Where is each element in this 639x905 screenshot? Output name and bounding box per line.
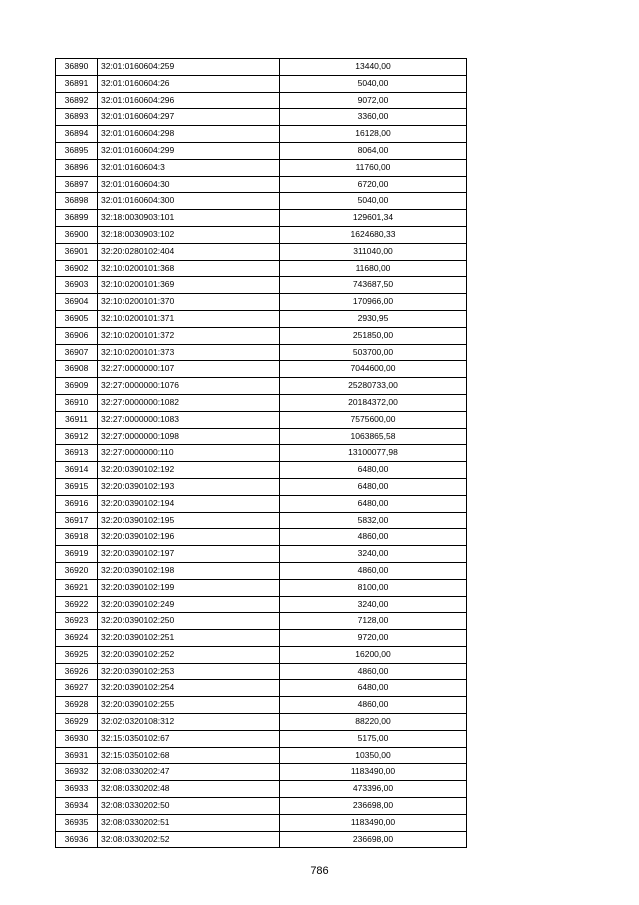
row-number-cell: 36906 bbox=[56, 327, 98, 344]
table-row bbox=[56, 814, 467, 831]
table-row bbox=[56, 798, 467, 815]
table-row bbox=[56, 226, 467, 243]
row-number-cell: 36935 bbox=[56, 814, 98, 831]
table-row bbox=[56, 663, 467, 680]
cadastral-number-cell: 32:20:0390102:196 bbox=[98, 529, 280, 546]
value-cell: 236698,00 bbox=[280, 798, 467, 815]
cadastral-number-cell: 32:08:0330202:50 bbox=[98, 798, 280, 815]
cadastral-number-cell: 32:10:0200101:368 bbox=[98, 260, 280, 277]
cadastral-number-cell: 32:20:0390102:199 bbox=[98, 579, 280, 596]
cadastral-number-cell: 32:20:0390102:255 bbox=[98, 697, 280, 714]
table-row bbox=[56, 747, 467, 764]
cadastral-number-cell: 32:20:0390102:250 bbox=[98, 613, 280, 630]
value-cell: 9072,00 bbox=[280, 92, 467, 109]
row-number-cell: 36933 bbox=[56, 781, 98, 798]
table-row bbox=[56, 697, 467, 714]
cadastral-number-cell: 32:20:0390102:195 bbox=[98, 512, 280, 529]
value-cell: 88220,00 bbox=[280, 714, 467, 731]
page-number: 786 bbox=[310, 865, 329, 877]
cadastral-number-cell: 32:27:0000000:1082 bbox=[98, 394, 280, 411]
row-number-cell: 36913 bbox=[56, 445, 98, 462]
row-number-cell: 36918 bbox=[56, 529, 98, 546]
value-cell: 20184372,00 bbox=[280, 394, 467, 411]
cadastral-number-cell: 32:18:0030903:102 bbox=[98, 226, 280, 243]
cadastral-number-cell: 32:27:0000000:1076 bbox=[98, 378, 280, 395]
table-row bbox=[56, 159, 467, 176]
cadastral-number-cell: 32:27:0000000:107 bbox=[98, 361, 280, 378]
row-number-cell: 36914 bbox=[56, 462, 98, 479]
row-number-cell: 36932 bbox=[56, 764, 98, 781]
value-cell: 129601,34 bbox=[280, 210, 467, 227]
row-number-cell: 36897 bbox=[56, 176, 98, 193]
value-cell: 236698,00 bbox=[280, 831, 467, 848]
table-row bbox=[56, 142, 467, 159]
value-cell: 2930,95 bbox=[280, 310, 467, 327]
table-row bbox=[56, 613, 467, 630]
value-cell: 3240,00 bbox=[280, 596, 467, 613]
value-cell: 16200,00 bbox=[280, 646, 467, 663]
table-row bbox=[56, 529, 467, 546]
cadastral-number-cell: 32:10:0200101:371 bbox=[98, 310, 280, 327]
cadastral-number-cell: 32:08:0330202:47 bbox=[98, 764, 280, 781]
value-cell: 6480,00 bbox=[280, 462, 467, 479]
cadastral-number-cell: 32:10:0200101:373 bbox=[98, 344, 280, 361]
value-cell: 9720,00 bbox=[280, 630, 467, 647]
cadastral-number-cell: 32:08:0330202:51 bbox=[98, 814, 280, 831]
table-row bbox=[56, 462, 467, 479]
value-cell: 11760,00 bbox=[280, 159, 467, 176]
table-row bbox=[56, 126, 467, 143]
value-cell: 8064,00 bbox=[280, 142, 467, 159]
row-number-cell: 36915 bbox=[56, 478, 98, 495]
value-cell: 5040,00 bbox=[280, 75, 467, 92]
row-number-cell: 36931 bbox=[56, 747, 98, 764]
value-cell: 503700,00 bbox=[280, 344, 467, 361]
cadastral-number-cell: 32:20:0390102:249 bbox=[98, 596, 280, 613]
value-cell: 7575600,00 bbox=[280, 411, 467, 428]
cadastral-number-cell: 32:20:0390102:198 bbox=[98, 562, 280, 579]
cadastral-number-cell: 32:08:0330202:52 bbox=[98, 831, 280, 848]
row-number-cell: 36920 bbox=[56, 562, 98, 579]
row-number-cell: 36890 bbox=[56, 59, 98, 76]
table-row bbox=[56, 310, 467, 327]
row-number-cell: 36891 bbox=[56, 75, 98, 92]
value-cell: 13440,00 bbox=[280, 59, 467, 76]
row-number-cell: 36899 bbox=[56, 210, 98, 227]
cadastral-number-cell: 32:20:0390102:253 bbox=[98, 663, 280, 680]
value-cell: 10350,00 bbox=[280, 747, 467, 764]
cadastral-number-cell: 32:20:0390102:252 bbox=[98, 646, 280, 663]
value-cell: 251850,00 bbox=[280, 327, 467, 344]
cadastral-number-cell: 32:01:0160604:26 bbox=[98, 75, 280, 92]
row-number-cell: 36930 bbox=[56, 730, 98, 747]
table-row bbox=[56, 596, 467, 613]
table-row bbox=[56, 630, 467, 647]
value-cell: 7044600,00 bbox=[280, 361, 467, 378]
cadastral-number-cell: 32:01:0160604:300 bbox=[98, 193, 280, 210]
row-number-cell: 36901 bbox=[56, 243, 98, 260]
table-row bbox=[56, 764, 467, 781]
row-number-cell: 36894 bbox=[56, 126, 98, 143]
row-number-cell: 36892 bbox=[56, 92, 98, 109]
registry-table bbox=[55, 58, 467, 848]
table-row bbox=[56, 394, 467, 411]
value-cell: 6480,00 bbox=[280, 680, 467, 697]
table-row bbox=[56, 579, 467, 596]
table-row bbox=[56, 243, 467, 260]
cadastral-number-cell: 32:01:0160604:3 bbox=[98, 159, 280, 176]
cadastral-number-cell: 32:20:0390102:254 bbox=[98, 680, 280, 697]
row-number-cell: 36924 bbox=[56, 630, 98, 647]
cadastral-number-cell: 32:20:0390102:194 bbox=[98, 495, 280, 512]
cadastral-number-cell: 32:01:0160604:259 bbox=[98, 59, 280, 76]
row-number-cell: 36928 bbox=[56, 697, 98, 714]
cadastral-number-cell: 32:01:0160604:296 bbox=[98, 92, 280, 109]
table-row bbox=[56, 176, 467, 193]
value-cell: 8100,00 bbox=[280, 579, 467, 596]
row-number-cell: 36909 bbox=[56, 378, 98, 395]
cadastral-number-cell: 32:20:0280102:404 bbox=[98, 243, 280, 260]
cadastral-number-cell: 32:27:0000000:1098 bbox=[98, 428, 280, 445]
table-row bbox=[56, 193, 467, 210]
row-number-cell: 36919 bbox=[56, 546, 98, 563]
row-number-cell: 36893 bbox=[56, 109, 98, 126]
table-row bbox=[56, 730, 467, 747]
row-number-cell: 36910 bbox=[56, 394, 98, 411]
value-cell: 4860,00 bbox=[280, 562, 467, 579]
value-cell: 3240,00 bbox=[280, 546, 467, 563]
row-number-cell: 36908 bbox=[56, 361, 98, 378]
value-cell: 7128,00 bbox=[280, 613, 467, 630]
row-number-cell: 36921 bbox=[56, 579, 98, 596]
row-number-cell: 36934 bbox=[56, 798, 98, 815]
row-number-cell: 36926 bbox=[56, 663, 98, 680]
table-row bbox=[56, 260, 467, 277]
cadastral-number-cell: 32:20:0390102:251 bbox=[98, 630, 280, 647]
cadastral-number-cell: 32:27:0000000:1083 bbox=[98, 411, 280, 428]
table-row bbox=[56, 831, 467, 848]
table-row bbox=[56, 92, 467, 109]
value-cell: 170966,00 bbox=[280, 294, 467, 311]
table-row bbox=[56, 428, 467, 445]
table-row bbox=[56, 714, 467, 731]
table-row bbox=[56, 210, 467, 227]
cadastral-number-cell: 32:10:0200101:372 bbox=[98, 327, 280, 344]
table-row bbox=[56, 546, 467, 563]
value-cell: 5040,00 bbox=[280, 193, 467, 210]
cadastral-number-cell: 32:10:0200101:369 bbox=[98, 277, 280, 294]
table-row bbox=[56, 680, 467, 697]
table-row bbox=[56, 344, 467, 361]
row-number-cell: 36896 bbox=[56, 159, 98, 176]
cadastral-number-cell: 32:08:0330202:48 bbox=[98, 781, 280, 798]
value-cell: 6480,00 bbox=[280, 495, 467, 512]
table-row bbox=[56, 562, 467, 579]
value-cell: 16128,00 bbox=[280, 126, 467, 143]
cadastral-number-cell: 32:01:0160604:30 bbox=[98, 176, 280, 193]
table-row bbox=[56, 361, 467, 378]
value-cell: 311040,00 bbox=[280, 243, 467, 260]
row-number-cell: 36912 bbox=[56, 428, 98, 445]
value-cell: 13100077,98 bbox=[280, 445, 467, 462]
row-number-cell: 36917 bbox=[56, 512, 98, 529]
registry-table-body bbox=[56, 59, 467, 848]
value-cell: 6720,00 bbox=[280, 176, 467, 193]
row-number-cell: 36927 bbox=[56, 680, 98, 697]
table-row bbox=[56, 109, 467, 126]
value-cell: 4860,00 bbox=[280, 529, 467, 546]
row-number-cell: 36898 bbox=[56, 193, 98, 210]
value-cell: 1063865,58 bbox=[280, 428, 467, 445]
table-row bbox=[56, 646, 467, 663]
table-row bbox=[56, 327, 467, 344]
row-number-cell: 36900 bbox=[56, 226, 98, 243]
value-cell: 4860,00 bbox=[280, 697, 467, 714]
cadastral-number-cell: 32:02:0320108:312 bbox=[98, 714, 280, 731]
table-row bbox=[56, 445, 467, 462]
row-number-cell: 36929 bbox=[56, 714, 98, 731]
cadastral-number-cell: 32:01:0160604:299 bbox=[98, 142, 280, 159]
value-cell: 4860,00 bbox=[280, 663, 467, 680]
value-cell: 1183490,00 bbox=[280, 764, 467, 781]
value-cell: 473396,00 bbox=[280, 781, 467, 798]
table-row bbox=[56, 59, 467, 76]
row-number-cell: 36905 bbox=[56, 310, 98, 327]
table-row bbox=[56, 378, 467, 395]
value-cell: 3360,00 bbox=[280, 109, 467, 126]
row-number-cell: 36923 bbox=[56, 613, 98, 630]
row-number-cell: 36902 bbox=[56, 260, 98, 277]
row-number-cell: 36916 bbox=[56, 495, 98, 512]
table-row bbox=[56, 478, 467, 495]
cadastral-number-cell: 32:18:0030903:101 bbox=[98, 210, 280, 227]
row-number-cell: 36904 bbox=[56, 294, 98, 311]
value-cell: 1183490,00 bbox=[280, 814, 467, 831]
row-number-cell: 36936 bbox=[56, 831, 98, 848]
cadastral-number-cell: 32:20:0390102:192 bbox=[98, 462, 280, 479]
cadastral-number-cell: 32:10:0200101:370 bbox=[98, 294, 280, 311]
value-cell: 1624680,33 bbox=[280, 226, 467, 243]
row-number-cell: 36922 bbox=[56, 596, 98, 613]
table-row bbox=[56, 75, 467, 92]
table-row bbox=[56, 512, 467, 529]
cadastral-number-cell: 32:01:0160604:298 bbox=[98, 126, 280, 143]
value-cell: 6480,00 bbox=[280, 478, 467, 495]
row-number-cell: 36911 bbox=[56, 411, 98, 428]
value-cell: 5175,00 bbox=[280, 730, 467, 747]
row-number-cell: 36925 bbox=[56, 646, 98, 663]
cadastral-number-cell: 32:27:0000000:110 bbox=[98, 445, 280, 462]
cadastral-number-cell: 32:01:0160604:297 bbox=[98, 109, 280, 126]
cadastral-number-cell: 32:20:0390102:197 bbox=[98, 546, 280, 563]
cadastral-number-cell: 32:15:0350102:68 bbox=[98, 747, 280, 764]
table-row bbox=[56, 277, 467, 294]
value-cell: 11680,00 bbox=[280, 260, 467, 277]
row-number-cell: 36895 bbox=[56, 142, 98, 159]
row-number-cell: 36903 bbox=[56, 277, 98, 294]
cadastral-number-cell: 32:15:0350102:67 bbox=[98, 730, 280, 747]
value-cell: 743687,50 bbox=[280, 277, 467, 294]
table-row bbox=[56, 294, 467, 311]
table-row bbox=[56, 411, 467, 428]
cadastral-number-cell: 32:20:0390102:193 bbox=[98, 478, 280, 495]
table-row bbox=[56, 781, 467, 798]
table-row bbox=[56, 495, 467, 512]
value-cell: 5832,00 bbox=[280, 512, 467, 529]
row-number-cell: 36907 bbox=[56, 344, 98, 361]
value-cell: 25280733,00 bbox=[280, 378, 467, 395]
